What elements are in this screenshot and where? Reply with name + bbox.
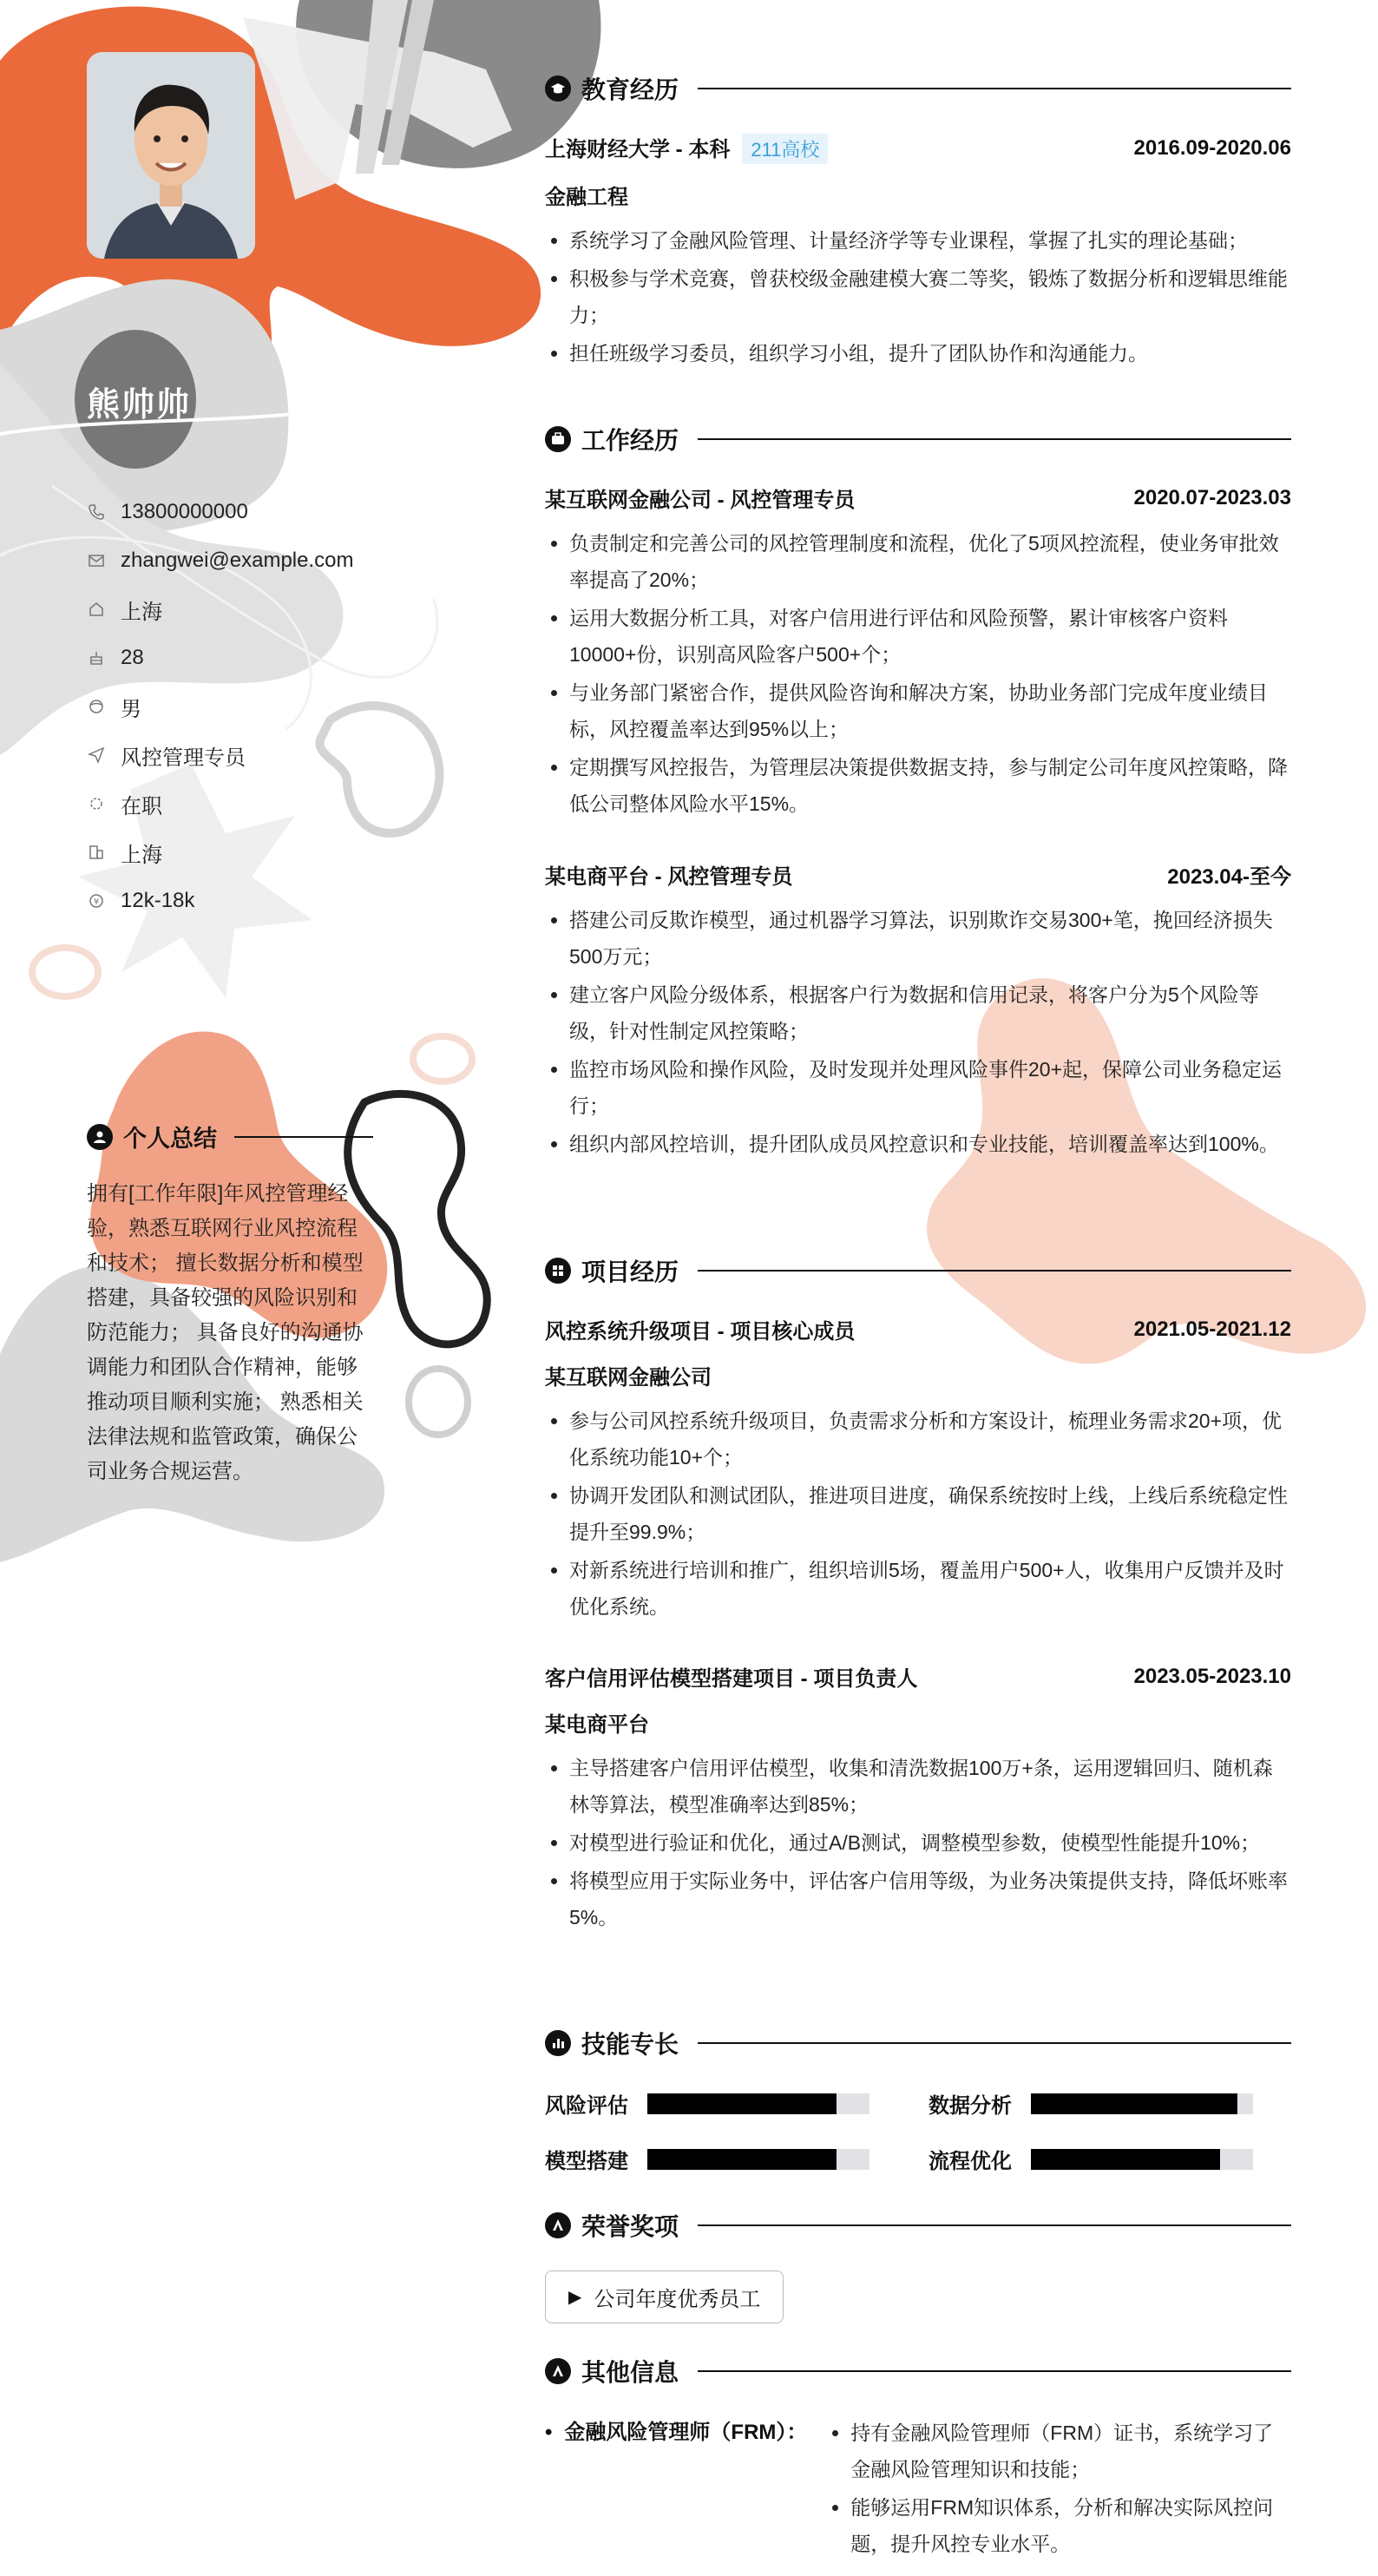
other-bullets: [821, 2415, 1291, 2564]
projects-divider: [698, 1270, 1291, 1272]
skill-item: [545, 2088, 869, 2119]
award-text: 公司年度优秀员工: [594, 2288, 761, 2311]
education-header: [545, 71, 1291, 106]
contact-age-text: 28: [121, 646, 144, 669]
work-title: 工作经历: [581, 427, 679, 454]
skill-bar: [1031, 2093, 1253, 2114]
list-item: • 监控市场风险和操作风险，及时发现并处理风险事件20+起，保障公司业务稳定运行；: [569, 1051, 1291, 1124]
project-company: 某电商平台: [545, 1713, 649, 1737]
summary-text: 拥有[工作年限]年风控管理经验，熟悉互联网行业风控流程和技术； 擅长数据分析和模型搭建，具备较强的风险识别和防范能力； 具备良好的沟通协调能力和团队合作精神，能够推动项目顺利实施； 熟悉相关法律法规和监管政策，确保公司业务合规运营。: [87, 1182, 364, 1483]
list-item: • 参与公司风控系统升级项目，负责需求分析和方案设计，梳理业务需求20+项，优化系统功能10+个；: [569, 1403, 1291, 1475]
project-date: 2021.05-2021.12: [1133, 1317, 1291, 1341]
job-title: 某电商平台 - 风控管理专员: [545, 865, 793, 889]
summary-title: 个人总结: [123, 1126, 217, 1152]
summary-header: [87, 1120, 373, 1153]
gender-icon: [87, 697, 106, 716]
avatar: [87, 52, 255, 259]
project-bullets: [545, 1403, 1291, 1625]
work-divider: [698, 438, 1291, 440]
list-item: • 主导搭建客户信用评估模型，收集和清洗数据100万+条，运用逻辑回归、随机森林等算法，模型准确率达到85%；: [569, 1750, 1291, 1823]
candidate-name: 熊帅帅: [87, 387, 192, 424]
skill-bar: [647, 2149, 869, 2170]
contact-position: [87, 731, 451, 779]
education-title: 教育经历: [581, 76, 679, 103]
contact-status: [87, 779, 451, 828]
contact-gender-text: 男: [121, 697, 141, 721]
contact-home: [87, 585, 451, 634]
user-icon: [87, 1124, 113, 1150]
skill-item: [545, 2144, 869, 2174]
list-item: • 运用大数据分析工具，对客户信用进行评估和风险预警，累计审核客户资料10000+份，识别高风险客户500+个；: [569, 600, 1291, 673]
education-divider: [698, 88, 1291, 89]
skill-item: [929, 2088, 1253, 2119]
awards-divider: [698, 2224, 1291, 2226]
skill-name: 数据分析: [929, 2094, 1012, 2118]
contact-phone: [87, 488, 451, 536]
award-icon: [545, 2212, 571, 2238]
projects-title: 项目经历: [581, 1258, 679, 1285]
contact-list: [87, 488, 451, 925]
contact-salary-text: 12k-18k: [121, 889, 195, 912]
skills-title: 技能专长: [581, 2031, 679, 2058]
skill-name: 流程优化: [929, 2150, 1012, 2173]
skill-bar-fill: [1031, 2093, 1237, 2114]
svg-text:¥: ¥: [93, 897, 100, 907]
project-entry-1: [545, 1314, 1291, 1626]
education-bullets: [545, 222, 1291, 371]
education-date: 2016.09-2020.06: [1133, 135, 1291, 160]
other-divider: [698, 2370, 1291, 2372]
bar-chart-icon: [545, 2030, 571, 2056]
briefcase-icon: [545, 426, 571, 452]
education-entry: [545, 132, 1291, 373]
skill-name: 模型搭建: [545, 2150, 628, 2173]
skill-bar-fill: [647, 2149, 837, 2170]
city-icon: [87, 843, 106, 862]
list-item: • 定期撰写风控报告，为管理层决策提供数据支持，参与制定公司年度风控策略，降低公司整体风险水平15%。: [569, 749, 1291, 822]
skill-bar: [647, 2093, 869, 2114]
salary-icon: [87, 891, 106, 910]
age-icon: [87, 648, 106, 667]
awards-title: 荣誉奖项: [581, 2213, 679, 2240]
project-entry-2: [545, 1661, 1291, 1937]
project-title: 风控系统升级项目 - 项目核心成员: [545, 1320, 856, 1344]
list-item: • 对新系统进行培训和推广，组织培训5场，覆盖用户500+人，收集用户反馈并及时优化系统。: [569, 1552, 1291, 1625]
other-label: 金融风险管理师（FRM）：: [564, 2421, 808, 2444]
list-item: • 搭建公司反欺诈模型，通过机器学习算法，识别欺诈交易300+笔，挽回经济损失500万元；: [569, 902, 1291, 975]
awards-header: [545, 2208, 1291, 2243]
project-title: 客户信用评估模型搭建项目 - 项目负责人: [545, 1667, 918, 1691]
work-entry-1: [545, 483, 1291, 824]
grid-icon: [545, 1258, 571, 1284]
contact-salary: [87, 877, 451, 925]
status-icon: [87, 794, 106, 813]
info-icon: [545, 2358, 571, 2384]
contact-email: [87, 536, 451, 585]
skill-name: 风险评估: [545, 2094, 628, 2118]
list-item: • 将模型应用于实际业务中，评估客户信用等级，为业务决策提供支持，降低坏账率5%。: [569, 1863, 1291, 1935]
list-item: • 持有金融风险管理师（FRM）证书，系统学习了金融风险管理知识和技能；: [850, 2415, 1291, 2487]
list-item: • 担任班级学习委员，组织学习小组，提升了团队协作和沟通能力。: [569, 335, 1291, 371]
contact-home-text: 上海: [121, 600, 162, 624]
skill-bar: [1031, 2149, 1253, 2170]
play-icon: ▶: [568, 2288, 582, 2307]
email-icon: [87, 551, 106, 570]
job-date: 2020.07-2023.03: [1133, 485, 1291, 509]
list-item: • 建立客户风险分级体系，根据客户行为数据和信用记录，将客户分为5个风险等级，针对性制定风控策略；: [569, 976, 1291, 1049]
job-bullets: [545, 525, 1291, 822]
project-company: 某互联网金融公司: [545, 1366, 712, 1390]
other-info: • 金融风险管理师（FRM）： • 持有金融风险管理师（FRM）证书，系统学习了金融风险管理知识和技能； • 能够运用FRM知识体系，分析和解决实际风控问题，提升风控专业水平。: [545, 2415, 1291, 2564]
list-item: • 对模型进行验证和优化，通过A/B测试，调整模型参数，使模型性能提升10%；: [569, 1824, 1291, 1861]
projects-header: [545, 1253, 1291, 1288]
contact-email-text: zhangwei@example.com: [121, 549, 354, 572]
skill-item: [929, 2144, 1253, 2174]
other-header: [545, 2354, 1291, 2389]
skill-bar-fill: [647, 2093, 837, 2114]
education-major: 金融工程: [545, 186, 628, 209]
contact-position-text: 风控管理专员: [121, 746, 246, 770]
list-item: • 积极参与学术竞赛，曾获校级金融建模大赛二等奖，锻炼了数据分析和逻辑思维能力；: [569, 260, 1291, 333]
project-bullets: [545, 1750, 1291, 1935]
list-item: • 组织内部风控培训，提升团队成员风控意识和专业技能，培训覆盖率达到100%。: [569, 1126, 1291, 1162]
skills-divider: [698, 2042, 1291, 2044]
contact-city: [87, 828, 451, 877]
work-header: [545, 422, 1291, 457]
school-tag: 211高校: [742, 134, 828, 164]
job-date: 2023.04-至今: [1167, 865, 1291, 889]
list-item: • 协调开发团队和测试团队，推进项目进度，确保系统按时上线，上线后系统稳定性提升至99.9%；: [569, 1477, 1291, 1550]
education-school: 上海财经大学 - 本科: [545, 138, 731, 161]
contact-status-text: 在职: [121, 794, 162, 818]
skills-header: [545, 2026, 1291, 2060]
phone-icon: [87, 503, 106, 522]
contact-phone-text: 13800000000: [121, 500, 248, 523]
list-item: • 与业务部门紧密合作，提供风险咨询和解决方案，协助业务部门完成年度业绩目标，风控覆盖率达到95%以上；: [569, 674, 1291, 747]
job-bullets: [545, 902, 1291, 1162]
work-entry-2: [545, 859, 1291, 1164]
other-title: 其他信息: [581, 2359, 679, 2386]
job-title: 某互联网金融公司 - 风控管理专员: [545, 489, 856, 512]
graduation-cap-icon: [545, 76, 571, 102]
award-badge: [545, 2270, 784, 2323]
list-item: • 能够运用FRM知识体系，分析和解决实际风控问题，提升风控专业水平。: [850, 2489, 1291, 2562]
home-icon: [87, 600, 106, 619]
contact-city-text: 上海: [121, 843, 162, 867]
send-icon: [87, 746, 106, 765]
skill-bar-fill: [1031, 2149, 1220, 2170]
list-item: • 系统学习了金融风险管理、计量经济学等专业课程，掌握了扎实的理论基础；: [569, 222, 1291, 259]
project-date: 2023.05-2023.10: [1133, 1664, 1291, 1688]
contact-gender: [87, 682, 451, 731]
list-item: • 负责制定和完善公司的风控管理制度和流程，优化了5项风控流程，使业务审批效率提高了20%；: [569, 525, 1291, 598]
contact-age: [87, 634, 451, 682]
summary-divider: [234, 1136, 373, 1138]
